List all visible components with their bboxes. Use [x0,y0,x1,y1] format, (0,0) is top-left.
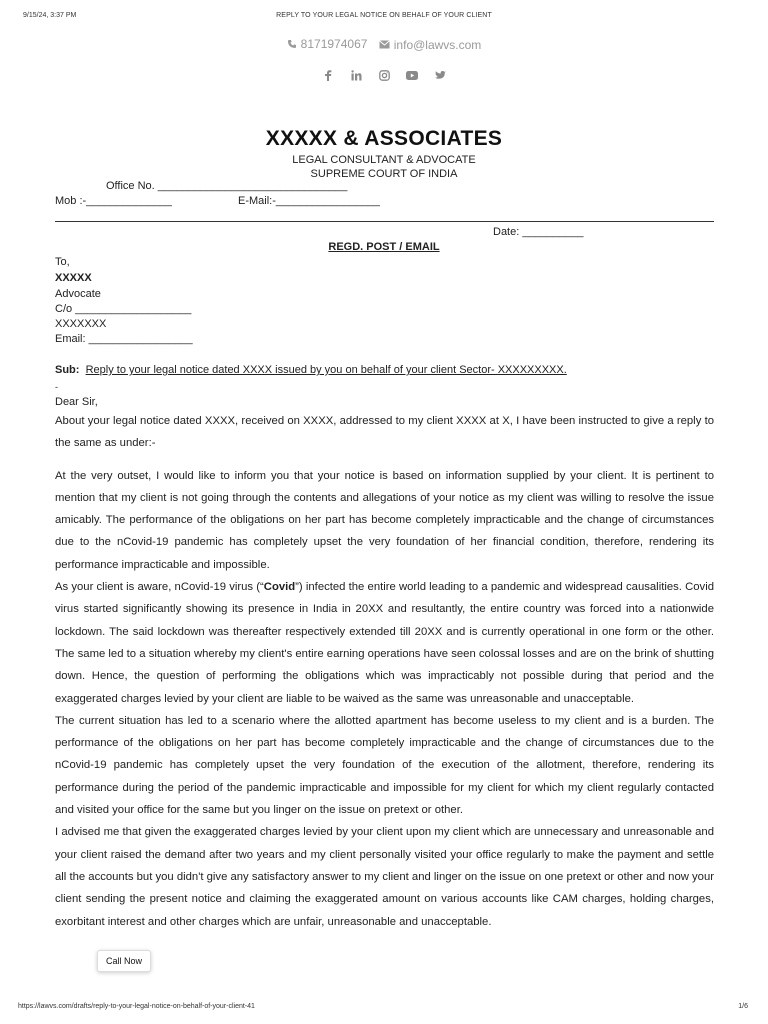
covid-term: Covid [263,581,296,594]
paragraph-covid: As your client is aware, nCovid-19 virus (“Covid”) infected the entire world leading to a pandemic and widespread causalities. Covid virus started significantly showing its presence in India in 20XX and resultantly, the entire country was forced into a nationwide lockdown. The said lockdown was thereafter respectively extended till 20XX and is currently operational in one form or the other. The same led to a situation whereby my client's entire earning operations have seen colossal losses and are on the brink of shutting down. Hence, the question of performing the obligations which was impracticably not possible during that period and the exaggerated charges levied by your client are liable to be waived as the same was unreasonable and unacceptable. [55,581,714,705]
contact-bar [0,37,768,52]
social-bar [0,68,768,82]
divider [55,221,714,222]
envelope-icon [379,40,390,49]
youtube-icon[interactable] [405,68,419,82]
subject-text: Reply to your legal notice dated XXXX issued by you on behalf of your client Sector- XXXXXXXXX. [85,364,567,376]
subject-line [55,364,567,376]
firm-court: SUPREME COURT OF INDIA [310,168,458,180]
recipient-care-of: C/o ___________________ [55,303,192,315]
twitter-icon[interactable] [433,68,447,82]
letter-body [55,410,714,933]
dash-mark: - [55,382,58,392]
subject-label: Sub: [55,364,80,376]
paragraph-outset: At the very outset, I would like to inform you that your notice is based on information supplied by your client. It is pertinent to mention that my client is not going through the contents and allegations of your notice as my client was willing to resolve the issue amicably. The performance of the obligations on her part has become completely impracticable and the change of circumstances due to the nCovid-19 pandemic has completely upset the very foundation of her financial condition, therefore, rendering its performance impracticable and impossible. [55,469,714,571]
office-number-field: Office No. _______________________________ [106,180,348,192]
email-field: E-Mail:-_________________ [238,195,380,207]
mobile-field: Mob :-______________ [55,195,172,207]
salutation: Dear Sir, [55,396,98,408]
instagram-icon[interactable] [377,68,391,82]
print-date: 9/15/24, 3:37 PM [23,12,77,19]
letterhead [0,127,768,181]
facebook-icon[interactable] [321,68,335,82]
phone-link[interactable] [287,37,368,51]
date-field: Date: __________ [493,226,584,238]
recipient-role: Advocate [55,288,101,300]
recipient-email: Email: _________________ [55,333,193,345]
recipient-name: XXXXX [55,272,92,284]
firm-name: XXXXX & ASSOCIATES [265,127,503,150]
linkedin-icon[interactable] [349,68,363,82]
email-link[interactable] [379,38,482,52]
regd-post-heading: REGD. POST / EMAIL [328,241,440,253]
paragraph-charges: I advised me that given the exaggerated charges levied by your client upon my client which are unnecessary and unreasonable and your client raised the demand after two years and my client personally visited your office regularly to make the payment and settle all the accounts but you didn't give any satisfactory answer to my client and linger on the issue on one pretext or other and now your client sending the present notice and claiming the exaggerated amount on various accounts like CAM charges, holding charges, exorbitant interest and other charges which are unfair, unreasonable and unacceptable. [55,826,715,928]
phone-icon [287,39,297,49]
recipient-address: XXXXXXX [55,318,107,330]
page-url: https://lawvs.com/drafts/reply-to-your-legal-notice-on-behalf-of-your-client-41 [18,1003,255,1010]
page-number: 1/6 [738,1003,748,1010]
paragraph-situation: The current situation has led to a scenario where the allotted apartment has become useless to my client and is a burden. The performance of the obligations on her part has become completely impracticable and the change of circumstances due to the nCovid-19 pandemic has completely upset the very foundation of the execution of the allotment, therefore, rendering its performance during the period of the pandemic impracticable and impossible for my client for which my client regularly contacted and visited your office for the same but you linger on the issue on pretext or other. [55,714,714,817]
call-now-button[interactable]: Call Now [97,950,151,972]
paragraph-intro: About your legal notice dated XXXX, received on XXXX, addressed to my client XXXX at X, I have been instructed to give a reply to the same as under:- [55,415,714,450]
recipient-to: To, [55,256,70,268]
phone-number: 8171974067 [300,37,368,51]
firm-tagline: LEGAL CONSULTANT & ADVOCATE [292,154,476,166]
print-title: REPLY TO YOUR LEGAL NOTICE ON BEHALF OF YOUR CLIENT [276,12,492,19]
email-address: info@lawvs.com [393,37,482,52]
